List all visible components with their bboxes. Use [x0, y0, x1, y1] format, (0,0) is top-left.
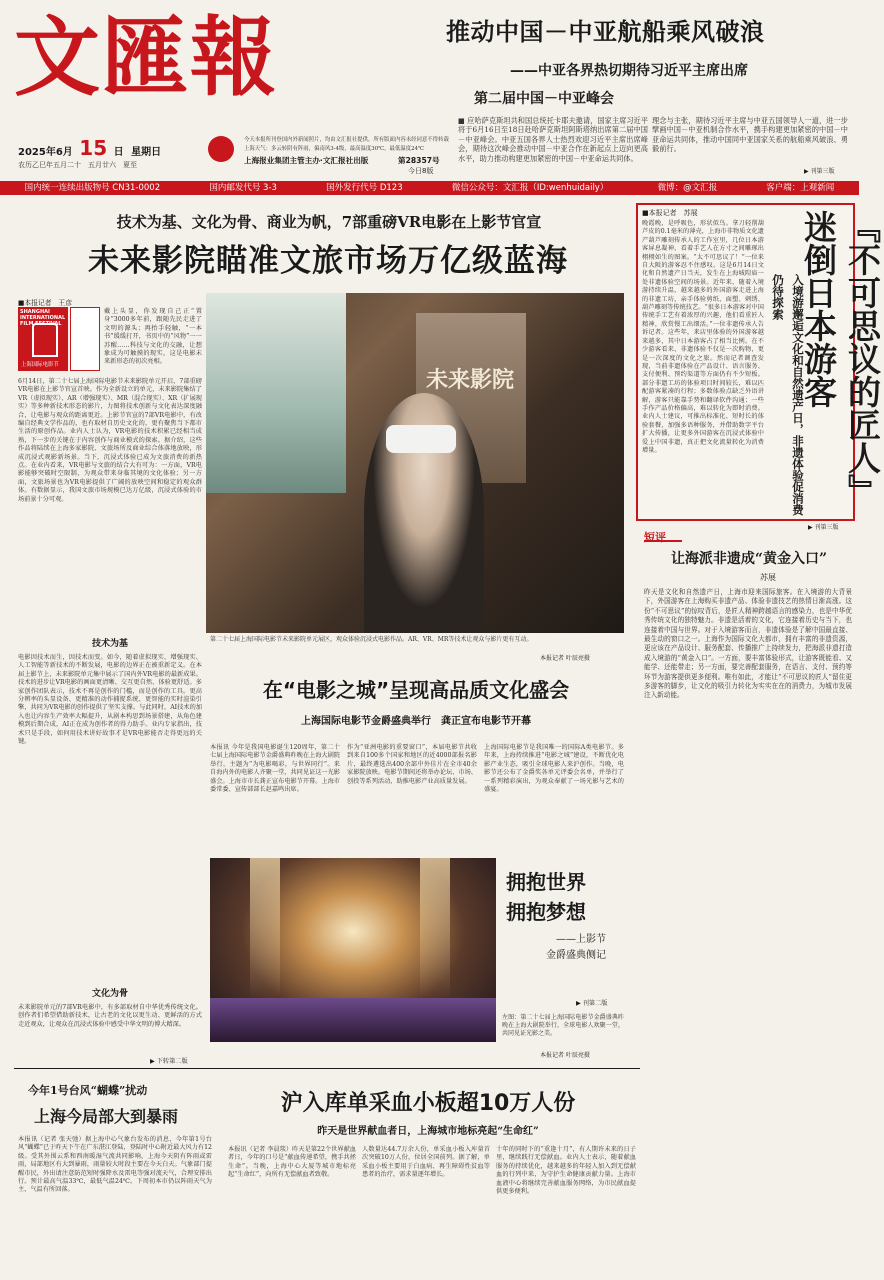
- gala-beam-right: [420, 858, 450, 998]
- world-headline-1: 拥抱世界: [506, 870, 586, 894]
- comment-label-box: [644, 526, 682, 542]
- world-sub-1: ——上影节: [556, 934, 606, 945]
- city-body-3: 上海国际电影节是我国唯一的国际A类电影节。多年来，上海持续推进“电影之城”建设，不断优化电影产业生态，吸引全球电影人来沪创作。当晚，电影节还公布了金爵奖各单元评委会名单，并举行了一系列精彩演出，为观众奉献了一场光影与艺术的盛宴。: [484, 744, 624, 794]
- japan-jump: ▶ 刊第三版: [808, 524, 839, 531]
- comment-body: 昨天是文化和自然遗产日，上海市迎来国际旅客。在入境游的大背景下，外国游客在上海购买非遗产品、体验非遗技艺的热情日渐高涨。这份“不可思议”的惊叹背后，是匠人精神跨越语言的感染力，也是中华优秀传统文化的独特魅力。非遗是活着的文化，它连接着历史与当下，也连接着中国与世界。对于入境游客而言，非遗体验是了解中国最直接、最生动的窗口之一。上海作为国际文化大都市，拥有丰富的非遗资源，更应该在产品设计、服务配套、传播推广上持续发力，把海派非遗打造成入境游的“黄金入口”。一方面，要丰富体验形式，让游客既能看、又能学、还能带走；另一方面，要完善配套服务，在语言、支付、预约等环节为游客提供更多便利。唯有如此，才能让“不可思议的匠人”留住更多游客的脚步，让文化的吸引力转化为实实在在的消费力，为城市发展注入新动能。: [644, 588, 852, 700]
- vr-photo: [206, 293, 624, 633]
- city-subhead: 上海国际电影节金爵盛典举行 龚正宣布电影节开幕: [301, 716, 531, 727]
- lead-jump: ▶ 刊第三版: [804, 168, 835, 175]
- city-headline: 在“电影之城”呈现高品质文化盛会: [262, 678, 570, 702]
- film-headline: 未来影院瞄准文旅市场万亿级蓝海: [88, 243, 568, 279]
- japan-headline: 『不可思议的匠人』迷倒日本游客: [799, 210, 882, 507]
- japan-body: 晚霞晚，是呼吸色，形状似鸟。拿刀轻削葫芦皮的0.1毫米的薄壳，上海市非物质文化遗产葫芦雕刻传承人的工作室里，几位日本游客屏息凝神，看着手艺人在方寸之间雕琢出栩栩如生的图案。“太不可思议了！”一位来自大阪的游客忍不住感叹。这是6月14日文化和自然遗产日当天，发生在上海城隍庙一处非遗体验空间的场景。近年来，随着入境游持续升温，越来越多的外国游客走进上海的非遗工坊，亲手体验剪纸、面塑、刺绣、葫芦雕刻等传统技艺。“很多日本游客对中国传统手工艺有着浓厚的兴趣，他们看重匠人精神，欣赏慢工出细活。”一位非遗传承人告诉记者。这些年，来店里体验的外国游客越来越多，其中日本游客占了相当比例。在不少游客看来，非遗体验不仅是一次购物，更是一次深度的文化之旅。然而记者调查发现，当前非遗体验在产品设计、语言服务、支付便利、预约渠道等方面仍有不少短板。部分非遗工坊的体验项目时间较长，难以匹配游客紧凑的行程；多数体验点缺乏外语讲解，游客只能靠手势和翻译软件沟通；一些手作产品价格偏高，难以转化为即时消费。业内人士建议，可推出标准化、短时长的体验套餐，加强多语种服务，并借助数字平台扩大传播，让更多外国游客在沉浸式体验中爱上中国非遗，真正把文化流量转化为消费增量。: [642, 220, 764, 454]
- siff-ribbon: [70, 307, 100, 371]
- lead-text: ■ 应哈萨克斯坦共和国总统托卡耶夫邀请，国家主席习近平将于6月16日至18日赴哈萨克斯坦阿斯塔纳出席第二届中国－中亚峰会。中亚五国各界人士热烈欢迎习近平主席出席峰会，期待这次峰会推动中国－中亚合作在新起点上迈向更高水平，助力推动构建更加紧密的中国－中亚命运共同体。: [458, 116, 648, 163]
- film-byline: ■本报记者 王彦: [18, 299, 72, 307]
- info-wechat: 微信公众号：文汇报（ID:wenhuidaily）: [451, 183, 609, 193]
- grain-body-1: 本报讯（记者 李晨琰）昨天是第22个世界献血者日，今年的口号是“献血传递希望，携手共拯生命”。当晚，上海中心大厦等城市地标亮起“生命红”，向所有无偿献血者致敬。: [228, 1146, 356, 1179]
- info-post: 国内邮发代号 3-3: [209, 183, 277, 193]
- pub-info: 今天本报所刊登国内外新闻照片，均由文汇报社提供，所有版面内容未经同意不得转载: [244, 137, 449, 143]
- date-month: 2025年6月: [18, 147, 73, 158]
- weekday: 星期日: [131, 147, 162, 158]
- film-kicker: 技术为基、文化为骨、商业为帆，7部重磅VR电影在上影节官宣: [116, 213, 542, 231]
- typhoon-kicker: 今年1号台风“蝴蝶”扰动: [28, 1084, 148, 1097]
- weather: 上海天气：多云转阴有阵雨，偏南风3-4级，最高温度30℃，最低温度24℃: [244, 146, 425, 152]
- gala-photo-caption: 左图：第二十七届上海国际电影节金爵盛典昨晚在上海大剧院举行，全球电影人欢聚一堂，共同见证光影之美。: [502, 1014, 624, 1037]
- grain-headline: 沪入库单采血小板超10万人份: [280, 1091, 576, 1116]
- info-weibo: 微博：@文汇报: [657, 183, 718, 193]
- siff-logo: [18, 307, 68, 371]
- vr-photo-caption: 第二十七届上海国际电影节未来影院单元展区，观众体验沉浸式电影作品。AR、VR、MR等技术让观众与影片更有互动。: [210, 636, 533, 643]
- japan-subhead: 入境游邂逅文化和自然遗产日，非遗体验促消费仍待探索: [771, 274, 805, 516]
- vr-headset: [386, 425, 456, 453]
- film-jump: ▶ 下转第二版: [150, 1058, 188, 1065]
- date-day-label: 日: [113, 147, 124, 158]
- issue-no: 第28357号: [398, 156, 440, 165]
- lead-text-2: 理念与主张，期待习近平主席与中亚五国领导人一道，进一步擘画中国－中亚机制合作水平，携手构建更加紧密的中国－中亚命运共同体，推动中国同中亚国家关系的航船乘风破浪、勇毅前行。: [652, 116, 848, 154]
- info-app: 客户端：上观新闻: [766, 183, 835, 193]
- lead-headline: 推动中国－中亚航船乘风破浪: [446, 18, 765, 46]
- date-day: 15: [79, 136, 108, 160]
- vr-photo-credit: 本报记者 叶辰亮摄: [540, 655, 590, 662]
- vr-screen: [206, 293, 346, 493]
- info-cn: 国内统一连续出版物号 CN31-0002: [24, 183, 161, 193]
- lunar-date: 农历乙巳年五月二十 五月廿六 夏至: [18, 161, 137, 169]
- world-sub-2: 金爵盛典侧记: [546, 950, 606, 961]
- masthead-title: 文匯報: [14, 7, 278, 108]
- press-logo: [208, 136, 234, 162]
- issue-date: [18, 136, 161, 160]
- grain-body-2: 人数量达44.7万余人份，单采血小板入库量首次突破10万人份，位居全国前列。据了解，单采血小板主要用于白血病、再生障碍性贫血等患者的治疗，需求量逐年增长。: [362, 1146, 490, 1179]
- lead-subhead2: 第二届中国－中亚峰会: [474, 91, 614, 107]
- publisher: 上海报业集团主管主办·文汇报社出版: [244, 156, 369, 165]
- comment-author: 苏展: [760, 573, 776, 582]
- vr-sign-text: 未来影院: [426, 367, 515, 393]
- comment-label: 短评: [644, 531, 666, 544]
- page-count: 今日8版: [408, 167, 434, 175]
- siff-logo-text: SHANGHAI INTERNATIONAL FILM FESTIVAL: [20, 309, 66, 327]
- grain-subhead: 昨天是世界献血者日，上海城市地标亮起“生命红”: [317, 1126, 539, 1137]
- city-body-1: 本报讯 今年是我国电影诞生120周年，第二十七届上海国际电影节金爵盛典昨晚在上海大剧院举行，主题为“为电影喝彩，与世界同行”。来自海内外的电影人齐聚一堂，共同见证这一光影盛会。上海市市长龚正宣布电影节开幕。上海市委常委、宣传部部长赵嘉鸣出席。: [210, 744, 340, 794]
- gala-stage: [210, 998, 496, 1042]
- siff-logo-cn: 上海国际电影节: [21, 362, 59, 368]
- typhoon-body: 本报讯（记者 张天弛）据上海中心气象台发布的消息，今年第1号台风“蝴蝶”已于昨天下午在广东湛江登陆，登陆时中心附近最大风力有12级。受其外围云系和西南暖湿气流共同影响，上海今天阴有阵雨或雷雨，局部地区有大到暴雨，雨量较大时段主要在今天白天。气象部门提醒市民，外出请注意防范短时强降水及雷电等强对流天气，合理安排出行。预计最高气温33℃，最低气温24℃。下周初本市仍以阵雨天气为主，气温有所回落。: [18, 1136, 212, 1194]
- info-bar: [0, 181, 859, 195]
- gala-photo: [210, 858, 496, 1042]
- gala-photo-credit: 本报记者 叶辰亮摄: [540, 1052, 590, 1059]
- info-abroad: 国外发行代号 D123: [326, 183, 403, 193]
- tech-body: 电影因技术而生，因技术而变。如今，随着虚拟现实、增强现实、人工智能等新技术的不断发展，电影的边界正在被重新定义。在本届上影节上，未来影院单元集中展示了国内外VR电影的最新成果。技术的进步让VR电影的画面更清晰、交互更自然、体验更舒适。多家创作团队表示，技术不再是创作的门槛，而是创作的工具。更高分辨率的头显设备、更精准的动作捕捉系统、更智能的实时渲染引擎，共同为VR电影的创作提供了坚实支撑。与此同时，AI技术的加入也让内容生产效率大幅提升，从剧本构思到场景搭建，从角色建模到后期合成，AI正在成为创作者的得力助手。业内专家指出，技术只是手段，如何用技术讲好故事才是VR电影能否走得更远的关键。: [18, 654, 202, 746]
- section-tech-title: 技术为基: [91, 639, 128, 649]
- world-jump: ▶ 刊第二版: [576, 1000, 608, 1007]
- culture-body: 未来影院单元的7部VR电影中，有多部取材自中华优秀传统文化。创作者们希望借助新技术，让古老的文化以更生动、更鲜活的方式走近观众，让观众在沉浸式体验中感受中华文明的博大精深。: [18, 1004, 202, 1028]
- japan-byline: ■本报记者 苏展: [642, 209, 698, 217]
- comment-headline: 让海派非遗成“黄金入口”: [670, 551, 828, 567]
- divider-bottom: [14, 1068, 640, 1069]
- lead-subhead: ——中亚各界热切期待习近平主席出席: [510, 63, 748, 79]
- siff-logo-mark: [32, 323, 58, 357]
- world-headline-2: 拥抱梦想: [506, 900, 586, 924]
- film-body: 6月14日，第二十七届上海国际电影节未来影院单元开启，7部重磅VR电影在上影节官宣首映。作为全新设立的单元，未来影院集结了VR（虚拟现实）、AR（增强现实）、MR（混合现实）、XR（扩展现实）等多种新技术形态的影片，力图将技术创新与文化表达深度融合，让电影与观众的距离更近。上影节官宣的7部VR电影中，有改编自经典文学作品的，也有取材自历史文化的，更有聚焦当下都市生活的原创作品。业内人士认为，VR电影的技术积累已经相当成熟，下一步的关键在于内容创作与商业模式的探索。据介绍，这些作品将陆续在上海多家影院、文旅场所及商业综合体落地放映，形成沉浸式观影新场景。当下，沉浸式体验已成为文旅消费的新热点。在业内看来，VR电影与文旅的结合大有可为：一方面，VR电影能够突破时空限制，为观众带来身临其境的文化体验；另一方面，文旅场景也为VR电影提供了广阔的放映空间和稳定的观众群体。有数据显示，我国文旅市场规模已达万亿级，沉浸式体验的市场前景十分可观。: [18, 378, 202, 503]
- gala-beam-left: [250, 858, 280, 998]
- masthead: [0, 0, 859, 178]
- typhoon-headline: 上海今局部大到暴雨: [34, 1107, 179, 1126]
- section-culture-title: 文化为骨: [91, 989, 128, 999]
- city-body-2: 作为“亚洲电影的重要窗口”，本届电影节共收到来自100多个国家和地区的近4000部报名影片，最终遴选出400余部中外佳片在全市40余家影院放映。电影节期间还将举办论坛、市场、创投等系列活动，助推电影产业高质量发展。: [347, 744, 477, 785]
- film-intro: 戴上头显，你发现自己正“置身”3000多年前，跟随先民走进了文明的源头；再抬手轻触，“一本书”缓缓打开，书页中的“风物”一一苏醒……科技与文化的交融，让想象成为可触摸的现实，这是电影未来新形态的初次亮相。: [104, 308, 202, 366]
- grain-body-3: 十年的同时下的“重逢十月”，有人期许未来的日子里，继续践行无偿献血。业内人士表示，随着献血服务的持续优化，越来越多的年轻人加入到无偿献血的行列中来，为守护生命健康贡献力量。上海市血液中心将继续完善献血服务网络，为市民献血提供更多便利。: [496, 1146, 636, 1196]
